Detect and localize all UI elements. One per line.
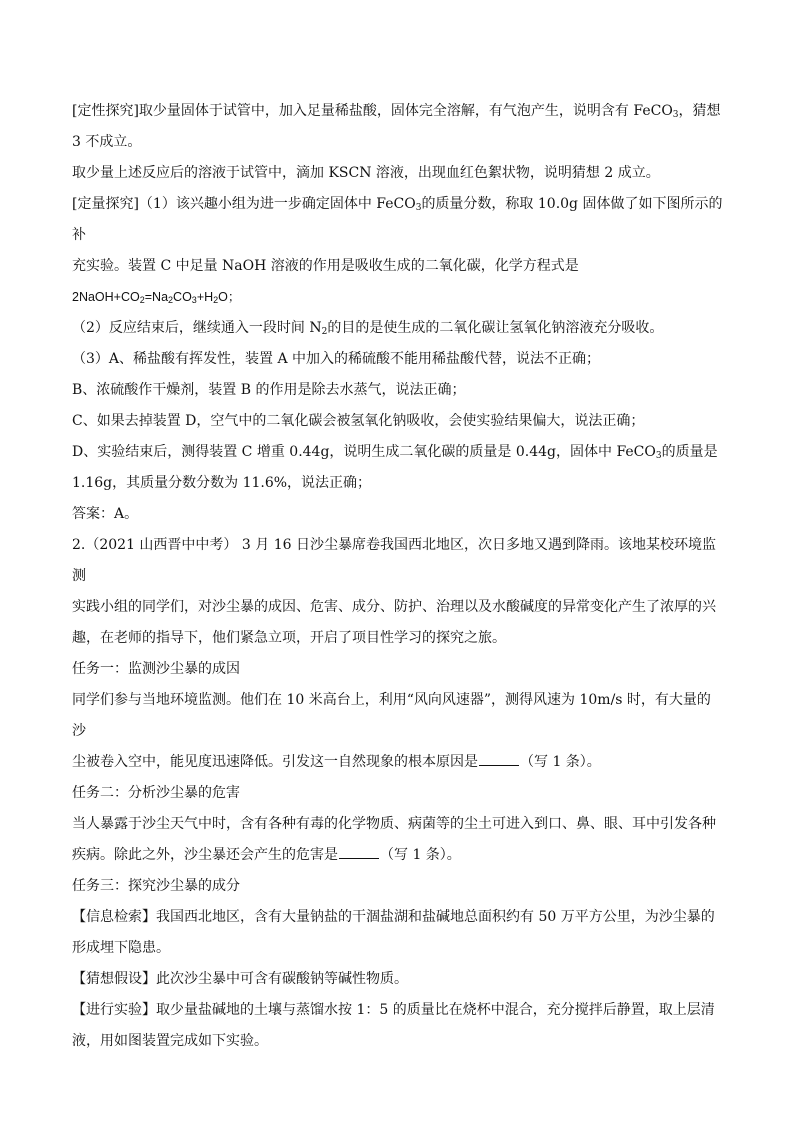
text-segment: 答案：A。 <box>72 506 139 522</box>
text-segment: （2）反应结束后，继续通入一段时间 N <box>72 320 322 336</box>
answer-blank <box>479 751 519 766</box>
text-line <box>72 127 724 158</box>
text-line <box>72 902 724 933</box>
text-segment: 2.（2021 山西晋中中考） 3 月 16 日沙尘暴席卷我国西北地区，次日多地又遇到降雨。该地某校环境监测 <box>72 537 716 584</box>
text-line <box>72 654 724 685</box>
subscript: 2 <box>213 295 219 305</box>
subscript: 3 <box>191 295 197 305</box>
text-line <box>72 871 724 902</box>
text-line <box>72 406 724 437</box>
text-line <box>72 189 724 251</box>
text-segment: 3 不成立。 <box>72 134 142 150</box>
text-segment: 尘被卷入空中，能见度迅速降低。引发这一自然现象的根本原因是 <box>72 754 478 770</box>
answer-blank <box>339 844 379 859</box>
text-line <box>72 747 724 778</box>
text-line <box>72 96 724 127</box>
text-line <box>72 995 724 1026</box>
text-line <box>72 530 724 592</box>
text-line <box>72 933 724 964</box>
text-segment: 的质量是 <box>661 444 718 460</box>
text-segment: 形成埋下隐患。 <box>72 940 170 956</box>
text-segment: O； <box>218 290 241 304</box>
text-segment: 2NaOH+CO <box>72 290 140 304</box>
text-line <box>72 437 724 468</box>
text-segment: 充实验。装置 C 中足量 NaOH 溶液的作用是吸收生成的二氧化碳，化学方程式是 <box>72 258 579 274</box>
text-segment: 取少量上述反应后的溶液于试管中，滴加 KSCN 溶液，出现血红色絮状物，说明猜想 2 成立。 <box>72 165 660 181</box>
text-line <box>72 468 724 499</box>
text-segment: 的质量分数，称取 10.0g 固体做了如下图所示的补 <box>72 196 723 243</box>
text-segment: 1.16g，其质量分数分数为 11.6%，说法正确； <box>72 475 372 491</box>
text-segment: 同学们参与当地环境监测。他们在 10 米高台上，利用“风向风速器”，测得风速为 10m/s 时，有大量的沙 <box>72 692 711 739</box>
text-segment: 【进行实验】取少量盐碱地的土壤与蒸馏水按 1：5 的质量比在烧杯中混合，充分搅拌后静置，取上层清 <box>72 1002 715 1018</box>
text-segment: 的目的是使生成的二氧化碳让氢氧化钠溶液充分吸收。 <box>327 320 664 336</box>
text-segment: 疾病。除此之外，沙尘暴还会产生的危害是 <box>72 847 338 863</box>
text-line <box>72 840 724 871</box>
subscript: 2 <box>168 295 174 305</box>
document-body <box>72 96 724 1057</box>
text-line <box>72 809 724 840</box>
chemical-equation <box>72 282 724 313</box>
text-segment: C、如果去掉装置 D，空气中的二氧化碳会被氢氧化钠吸收，会使实验结果偏大，说法正确； <box>72 413 645 429</box>
text-segment: ，猜想 <box>678 103 721 119</box>
text-line <box>72 685 724 747</box>
text-segment: +H <box>196 290 214 304</box>
text-line <box>72 251 724 282</box>
subscript: 2 <box>321 327 328 337</box>
text-segment: 任务二：分析沙尘暴的危害 <box>72 785 240 801</box>
text-segment: [定量探究]（1）该兴趣小组为进一步确定固体中 FeCO <box>72 196 416 212</box>
text-segment: 趣，在老师的指导下，他们紧急立项，开启了项目性学习的探究之旅。 <box>72 630 506 646</box>
text-segment: =Na <box>144 290 169 304</box>
text-segment: 【信息检索】我国西北地区，含有大量钠盐的干涸盐湖和盐碱地总面积约有 50 万平方公里，为沙尘暴的 <box>72 909 715 925</box>
subscript: 3 <box>655 451 662 461</box>
text-line <box>72 499 724 530</box>
text-segment: 任务三：探究沙尘暴的成分 <box>72 878 240 894</box>
text-segment: 【猜想假设】此次沙尘暴中可含有碳酸钠等碱性物质。 <box>72 971 408 987</box>
text-segment: 当人暴露于沙尘天气中时，含有各种有毒的化学物质、病菌等的尘土可进入到口、鼻、眼、耳中引发各种 <box>72 816 716 832</box>
subscript: 3 <box>672 110 679 120</box>
text-line <box>72 964 724 995</box>
text-segment: 实践小组的同学们，对沙尘暴的成因、危害、成分、防护、治理以及水酸碱度的异常变化产生了浓厚的兴 <box>72 599 716 615</box>
text-line <box>72 158 724 189</box>
text-segment: 任务一：监测沙尘暴的成因 <box>72 661 240 677</box>
text-line <box>72 313 724 344</box>
text-segment: 液，用如图装置完成如下实验。 <box>72 1033 268 1049</box>
text-segment: D、实验结束后，测得装置 C 增重 0.44g，说明生成二氧化碳的质量是 0.44g，固体中 FeCO <box>72 444 656 460</box>
text-line <box>72 623 724 654</box>
text-segment: B、浓硫酸作干燥剂，装置 B 的作用是除去水蒸气，说法正确； <box>72 382 466 398</box>
text-segment: [定性探究]取少量固体于试管中，加入足量稀盐酸，固体完全溶解，有气泡产生，说明含有 FeCO <box>72 103 673 119</box>
text-line <box>72 778 724 809</box>
subscript: 2 <box>139 295 145 305</box>
text-line <box>72 344 724 375</box>
text-segment: CO <box>173 290 192 304</box>
text-line <box>72 375 724 406</box>
text-segment: （写 1 条）。 <box>380 847 461 863</box>
text-segment: （写 1 条）。 <box>520 754 601 770</box>
text-segment: （3）A、稀盐酸有挥发性，装置 A 中加入的稀硫酸不能用稀盐酸代替，说法不正确； <box>72 351 601 367</box>
subscript: 3 <box>415 203 422 213</box>
text-line <box>72 1026 724 1057</box>
text-line <box>72 592 724 623</box>
